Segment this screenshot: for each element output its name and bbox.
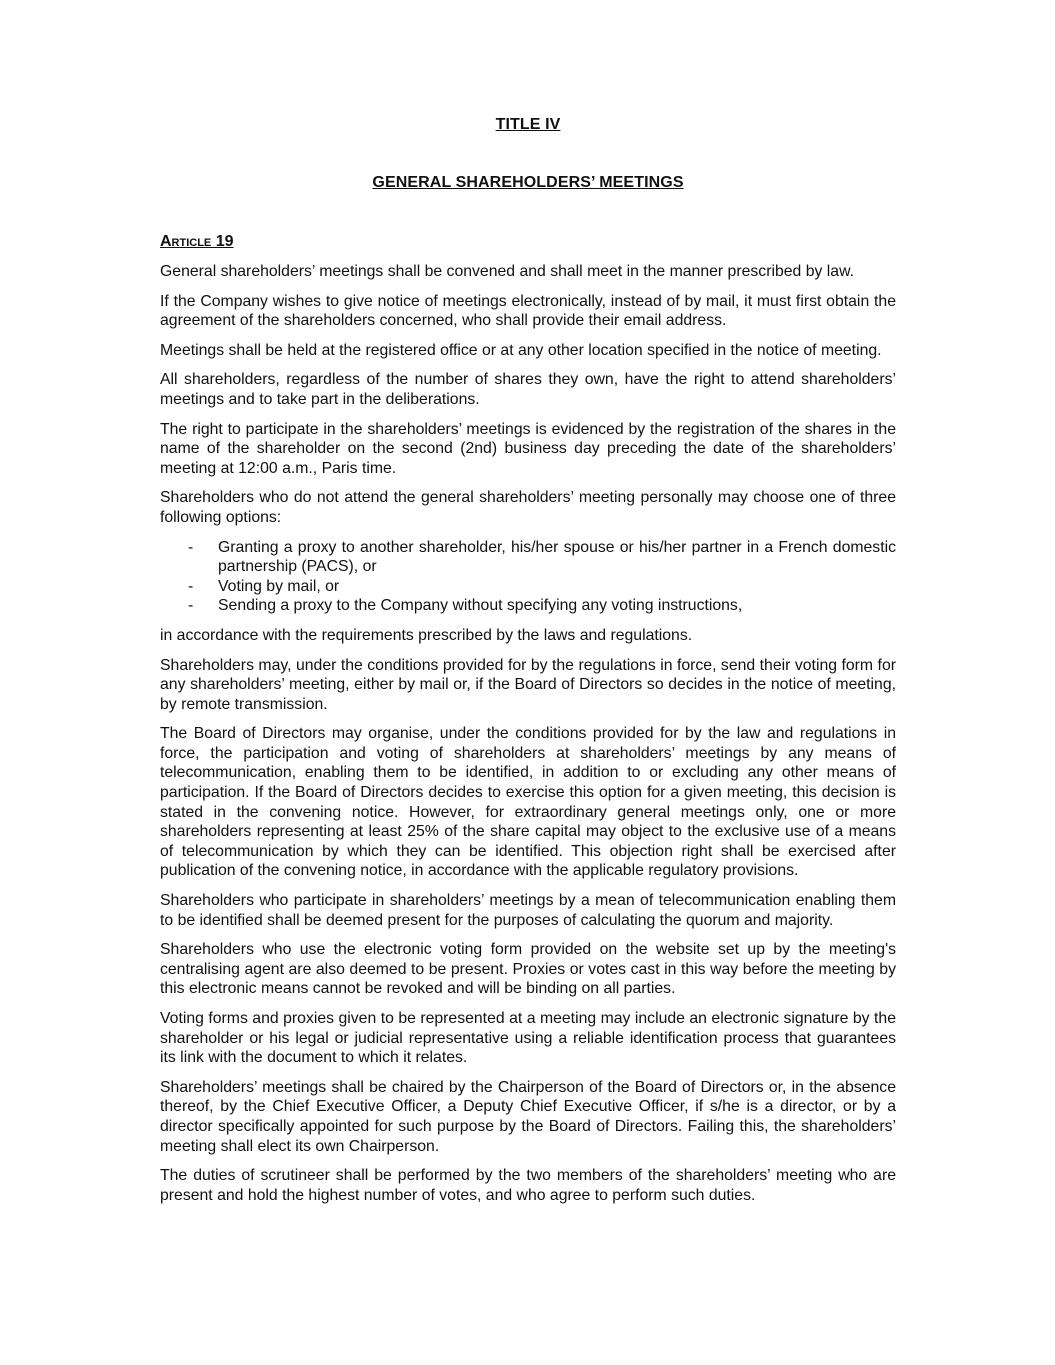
title-heading: TITLE IV: [495, 116, 561, 133]
article-body: [160, 262, 896, 1215]
paragraph: Shareholders who use the electronic voting form provided on the website set up by the meeting's centralising agent are also deemed to be present. Proxies or votes cast in this way before the meeting by this electronic means cannot be revoked and will be binding on all parties.: [160, 941, 896, 998]
list-item: [160, 596, 896, 616]
list-item-text: Sending a proxy to the Company without specifying any voting instructions,: [218, 597, 743, 615]
paragraph: in accordance with the requirements prescribed by the laws and regulations.: [160, 626, 693, 644]
list-item-text: Voting by mail, or: [218, 577, 340, 595]
paragraph: Shareholders who do not attend the general shareholders’ meeting personally may choose one of three following options:: [160, 489, 896, 526]
paragraph: Meetings shall be held at the registered office or at any other location specified in the notice of meeting.: [160, 341, 882, 359]
paragraph: The Board of Directors may organise, under the conditions provided for by the law and regulations in force, the participation and voting of shareholders at shareholders’ meetings by any means of telecommunication, enabling them to be identified, in addition to or excluding any other means of participation. If the Board of Directors decides to exercise this option for a given meeting, this decision is stated in the convening notice. However, for extraordinary general meetings only, one or more shareholders representing at least 25% of the share capital may object to the exclusive use of a means of telecommunication by which they can be identified. This objection right shall be exercised after publication of the convening notice, in accordance with the applicable regulatory provisions.: [160, 725, 896, 880]
article-heading: Article 19: [160, 233, 234, 250]
list-item-text: Granting a proxy to another shareholder, his/her spouse or his/her partner in a French domestic partnership (PACS), or: [218, 538, 896, 576]
paragraph: Shareholders may, under the conditions provided for by the regulations in force, send their voting form for any shareholders’ meeting, either by mail or, if the Board of Directors so decides in the notice of meeting, by remote transmission.: [160, 656, 896, 713]
paragraph: Voting forms and proxies given to be represented at a meeting may include an electronic signature by the shareholder or his legal or judicial representative using a reliable identification process that guarantees its link with the document to which it relates.: [160, 1010, 896, 1067]
list-item: [160, 538, 896, 577]
list-marker: -: [188, 577, 194, 595]
paragraph: Shareholders who participate in shareholders’ meetings by a mean of telecommunication enabling them to be identified shall be deemed present for the purposes of calculating the quorum and majority.: [160, 892, 896, 929]
list-marker: -: [188, 538, 194, 556]
list-item: [160, 577, 896, 597]
paragraph: The right to participate in the shareholders’ meetings is evidenced by the registration of the shares in the name of the shareholder on the second (2nd) business day preceding the date of the shareholders’ meeting at 12:00 a.m., Paris time.: [160, 420, 896, 477]
list-marker: -: [188, 597, 194, 615]
subtitle-heading: GENERAL SHAREHOLDERS’ MEETINGS: [372, 174, 684, 191]
paragraph: All shareholders, regardless of the number of shares they own, have the right to attend shareholders’ meetings and to take part in the deliberations.: [160, 371, 896, 408]
options-list: [160, 538, 896, 616]
paragraph: The duties of scrutineer shall be performed by the two members of the shareholders’ meeting who are present and hold the highest number of votes, and who agree to perform such duties.: [160, 1167, 896, 1204]
paragraph: If the Company wishes to give notice of meetings electronically, instead of by mail, it must first obtain the agreement of the shareholders concerned, who shall provide their email address.: [160, 292, 896, 330]
paragraph: Shareholders’ meetings shall be chaired by the Chairperson of the Board of Directors or, in the absence thereof, by the Chief Executive Officer, a Deputy Chief Executive Officer, if s/he is a director, or by a director specifically appointed for such purpose by the Board of Directors. Failing this, the shareholders’ meeting shall elect its own Chairperson.: [160, 1078, 896, 1155]
paragraph: General shareholders’ meetings shall be convened and shall meet in the manner prescribed by law.: [160, 263, 854, 280]
